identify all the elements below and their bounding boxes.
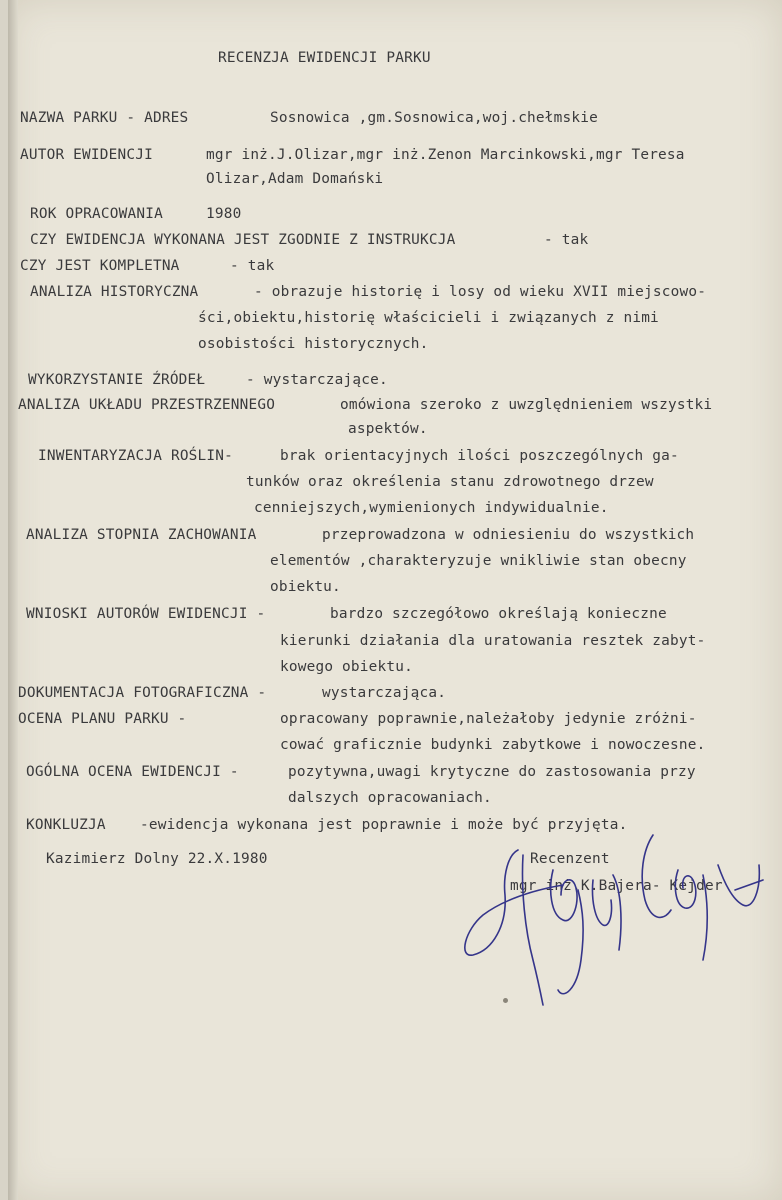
label-conformity: CZY EWIDENCJA WYKONANA JEST ZGODNIE Z INSTRUKCJA [30,232,456,248]
value-conformity: - tak [544,232,589,248]
label-conclusions: WNIOSKI AUTORÓW EWIDENCJI - [26,606,266,622]
label-historical: ANALIZA HISTORYCZNA [30,284,199,300]
paper-speck [503,998,508,1003]
value-spatial-line2: aspektów. [348,421,428,437]
value-preservation-line1: przeprowadzona w odniesieniu do wszystkich [322,527,695,543]
value-conclusions-line2: kierunki działania dla uratowania resztek zabyt- [280,633,706,649]
value-plan-line1: opracowany poprawnie,należałoby jedynie zróżni- [280,711,697,727]
value-sources: - wystarczające. [246,372,388,388]
label-overall: OGÓLNA OCENA EWIDENCJI - [26,764,239,780]
value-park-name: Sosnowica ,gm.Sosnowica,woj.chełmskie [270,110,598,126]
reviewer-role: Recenzent [530,851,610,867]
value-overall-line2: dalszych opracowaniach. [288,790,492,806]
value-historical-line2: ści,obiektu,historię właścicieli i związanych z nimi [198,310,659,326]
label-preservation: ANALIZA STOPNIA ZACHOWANIA [26,527,257,543]
value-historical-line3: osobistości historycznych. [198,336,429,352]
document-title: RECENZJA EWIDENCJI PARKU [218,50,431,66]
value-preservation-line3: obiektu. [270,579,341,595]
value-conclusions-line3: kowego obiektu. [280,659,413,675]
value-complete: - tak [230,258,275,274]
label-spatial: ANALIZA UKŁADU PRZESTRZENNEGO [18,397,276,413]
value-photo: wystarczająca. [322,685,447,701]
label-plants: INWENTARYZACJA ROŚLIN- [38,448,234,464]
label-author: AUTOR EWIDENCJI [20,147,153,163]
label-plan: OCENA PLANU PARKU - [18,711,187,727]
paper-edge [8,0,18,1200]
label-complete: CZY JEST KOMPLETNA [20,258,180,274]
value-preservation-line2: elementów ,charakteryzuje wnikliwie stan obecny [270,553,687,569]
handwritten-signature [463,830,773,1030]
value-author-line1: mgr inż.J.Olizar,mgr inż.Zenon Marcinkowski,mgr Teresa [206,147,685,163]
value-spatial-line1: omówiona szeroko z uwzględnieniem wszystki [340,397,713,413]
place-date: Kazimierz Dolny 22.X.1980 [46,851,268,867]
value-plants-line2: tunków oraz określenia stanu zdrowotnego drzew [246,474,654,490]
reviewer-name: mgr inż.K.Bajera- Kejder [510,878,723,894]
document-page [8,0,782,1200]
value-plan-line2: cować graficznie budynki zabytkowe i nowoczesne. [280,737,706,753]
value-author-line2: Olizar,Adam Domański [206,171,384,187]
label-year: ROK OPRACOWANIA [30,206,163,222]
label-conclusion: KONKLUZJA [26,817,106,833]
value-year: 1980 [206,206,242,222]
value-plants-line3: cenniejszych,wymienionych indywidualnie. [254,500,609,516]
value-historical-line1: - obrazuje historię i losy od wieku XVII miejscowo- [254,284,707,300]
value-conclusion: -ewidencja wykonana jest poprawnie i może być przyjęta. [140,817,628,833]
value-overall-line1: pozytywna,uwagi krytyczne do zastosowania przy [288,764,696,780]
label-photo: DOKUMENTACJA FOTOGRAFICZNA - [18,685,267,701]
value-conclusions-line1: bardzo szczegółowo określają konieczne [330,606,667,622]
label-sources: WYKORZYSTANIE ŹRÓDEŁ [28,372,206,388]
label-park-name: NAZWA PARKU - ADRES [20,110,189,126]
value-plants-line1: brak orientacyjnych ilości poszczególnych ga- [280,448,679,464]
